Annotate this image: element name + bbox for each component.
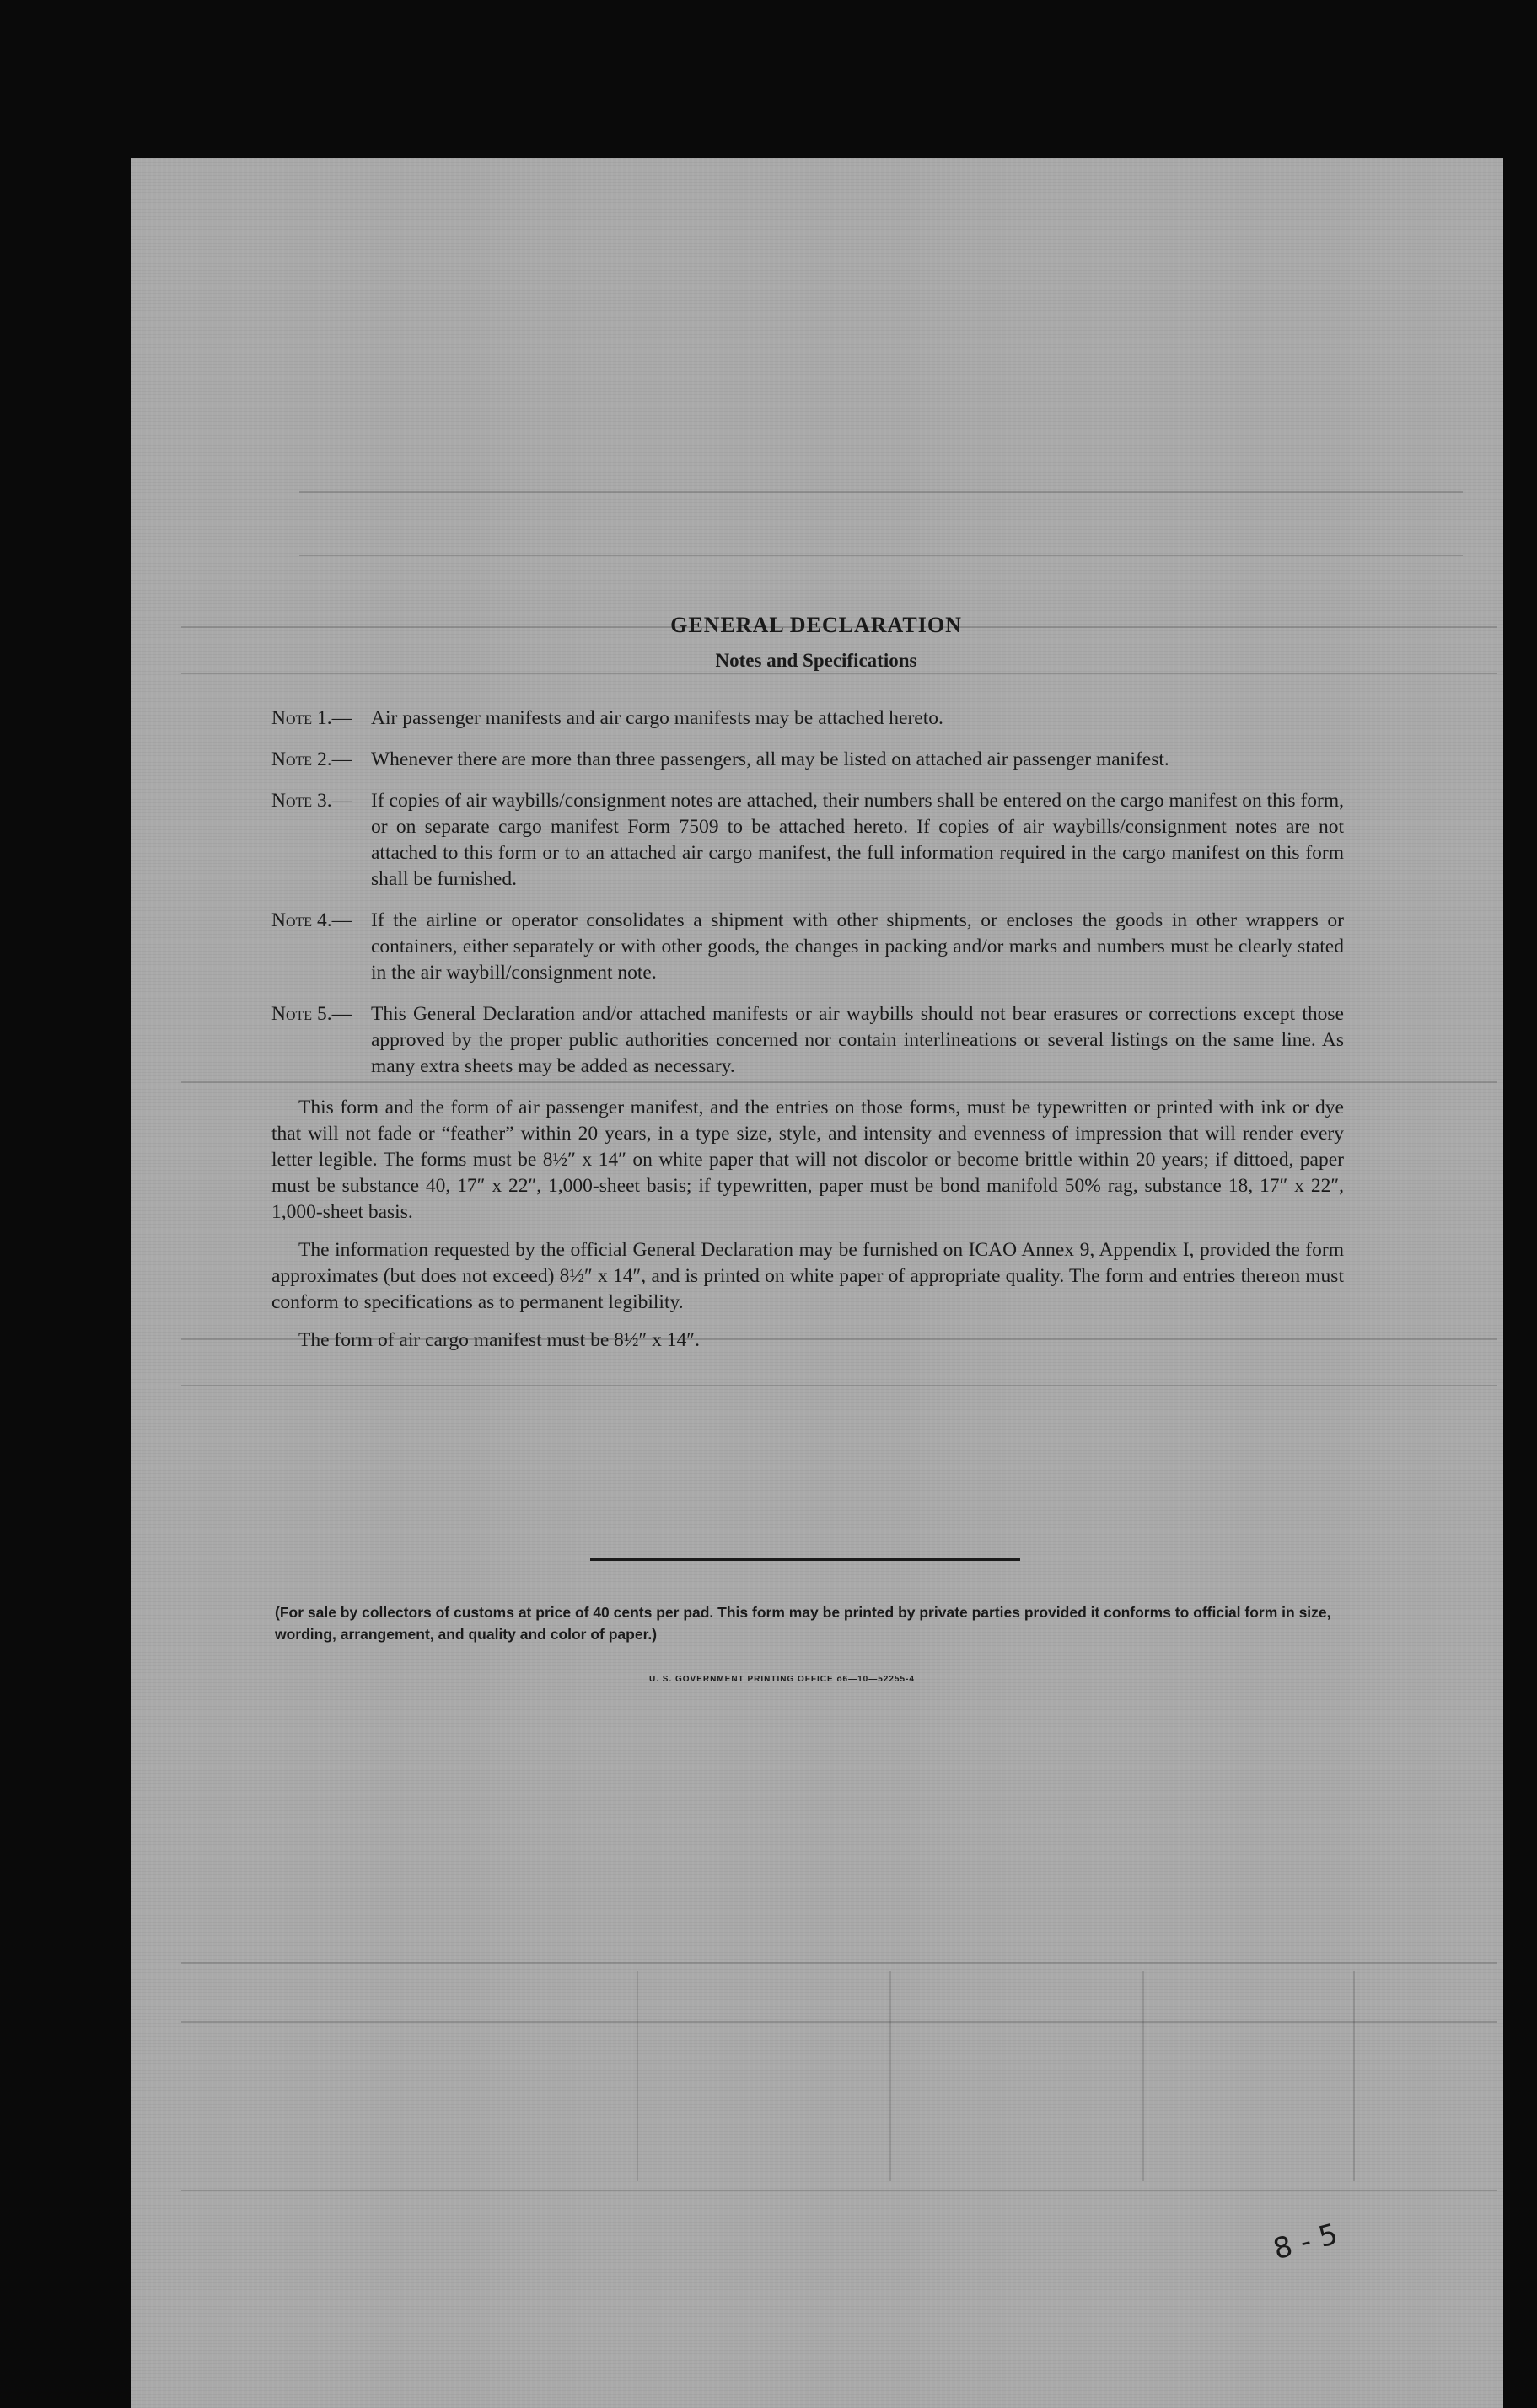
notes-list	[271, 705, 1344, 1080]
note-label: Note 5.—	[271, 1003, 352, 1025]
page-title: GENERAL DECLARATION	[670, 613, 962, 637]
bleed-through-line	[181, 1962, 1497, 1964]
note-text: Whenever there are more than three passengers, all may be listed on attached air passenger manifest.	[371, 748, 1169, 770]
note-item	[271, 1001, 1344, 1080]
note-label: Note 1.—	[271, 707, 352, 729]
paragraph: The information requested by the official General Declaration may be furnished on ICAO Annex 9, Appendix I, provided the form approximates (but does not exceed) 8½″ x 14″, and is printed on white paper of appropriate quality. The form and entries thereon must conform to specifications as to permanent legibility.	[271, 1239, 1344, 1313]
bleed-through-line	[299, 555, 1463, 556]
bleed-through-line	[181, 1385, 1497, 1386]
document-page	[131, 158, 1503, 2408]
note-text: If the airline or operator consolidates a shipment with other shipments, or encloses the goods in other wrappers or containers, either separately or with other goods, the changes in packing and/or marks and numbers must be clearly stated in the air waybill/consignment note.	[371, 909, 1344, 984]
bleed-through-line	[1142, 1971, 1144, 2181]
bleed-through-line	[637, 1971, 638, 2181]
note-item	[271, 788, 1344, 893]
handwritten-marks: 8 - 5	[1270, 2217, 1342, 2267]
page-subtitle: Notes and Specifications	[715, 650, 917, 671]
note-text: If copies of air waybills/consignment notes are attached, their numbers shall be entered on the cargo manifest on this form, or on separate cargo manifest Form 7509 to be attached hereto. If copies of air waybills/consignment notes are not attached to this form or to an attached air cargo manifest, the full information required in the cargo manifest on this form shall be furnished.	[371, 790, 1344, 890]
bleed-through-line	[181, 2190, 1497, 2191]
bleed-through-line	[889, 1971, 891, 2181]
note-item	[271, 705, 1344, 732]
printer-imprint: U. S. GOVERNMENT PRINTING OFFICE o6—10—52255-4	[649, 1675, 915, 1684]
note-text: This General Declaration and/or attached manifests or air waybills should not bear erasures or corrections except those approved by the proper public authorities concerned nor contain interlineations or several listings on the same line. As many extra sheets may be added as necessary.	[371, 1003, 1344, 1077]
note-label: Note 4.—	[271, 909, 352, 931]
note-item	[271, 747, 1344, 773]
note-label: Note 2.—	[271, 748, 352, 770]
bleed-through-line	[299, 491, 1463, 493]
bleed-through-line	[1353, 1971, 1355, 2181]
note-label: Note 3.—	[271, 790, 352, 812]
sale-note: (For sale by collectors of customs at price of 40 cents per pad. This form may be printed by private parties provided it conforms to official form in size, wording, arrangement, and quality and color of paper.)	[275, 1604, 1331, 1643]
divider	[590, 1558, 1020, 1561]
note-text: Air passenger manifests and air cargo manifests may be attached hereto.	[371, 707, 943, 729]
bleed-through-line	[181, 2021, 1497, 2023]
paragraph: The form of air cargo manifest must be 8½″ x 14″.	[298, 1329, 700, 1351]
note-item	[271, 908, 1344, 986]
declaration-body	[271, 613, 1344, 1365]
paragraph: This form and the form of air passenger manifest, and the entries on those forms, must be typewritten or printed with ink or dye that will not fade or “feather” within 20 years, in a type size, style, and intensity and evenness of impression that will render every letter legible. The forms must be 8½″ x 14″ on white paper that will not discolor or become brittle within 20 years; if dittoed, paper must be substance 40, 17″ x 22″, 1,000-sheet basis; if typewritten, paper must be bond manifold 50% rag, substance 18, 17″ x 22″, 1,000-sheet basis.	[271, 1097, 1344, 1223]
